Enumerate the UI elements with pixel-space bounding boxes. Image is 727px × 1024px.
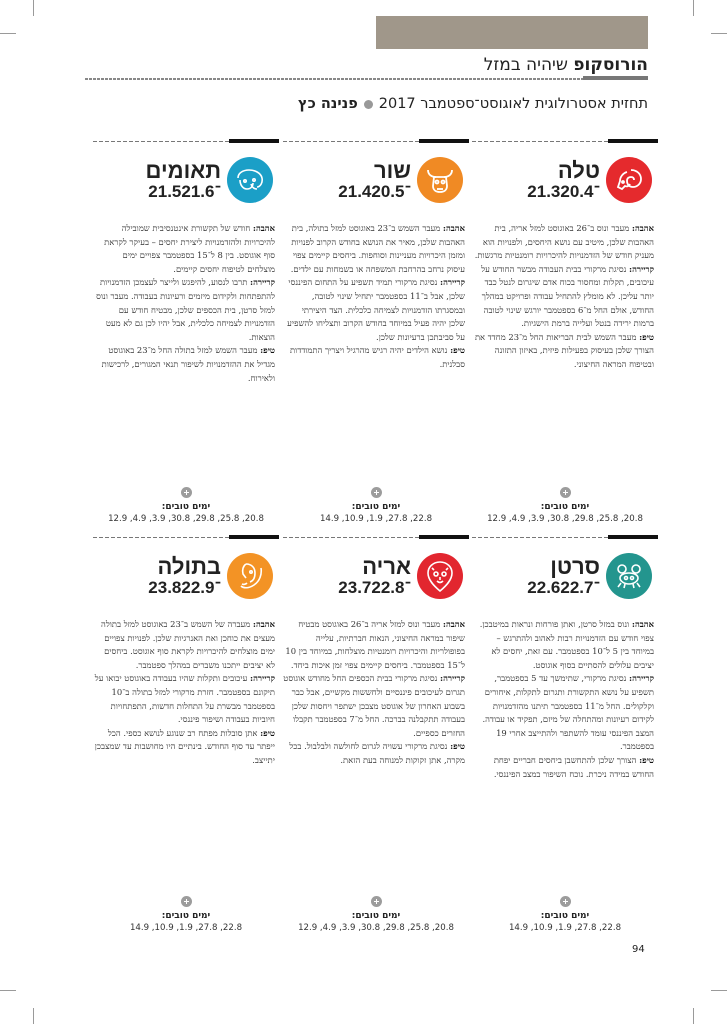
sign-card-virgo	[93, 535, 279, 768]
sign-card-gemini	[93, 139, 279, 385]
sign-forecast	[93, 222, 279, 385]
author-name: פנינה כץ	[297, 96, 358, 112]
career-label: קריירה:	[628, 673, 654, 684]
card-divider	[93, 535, 279, 540]
sign-header	[472, 550, 658, 602]
career-text: נסיגת מרקורי בבית הכספים החל מחודש אוגוסט תגרום לעיכובים פיננסיים ולחששות מקשיים, אבל כבר בשבוע האחרון של אוגוסט מצבכן ישתפר ויחסות שלכן בעבודה תתקבלנה בברכה. החל מ־7 בספטמבר תקבלו החזרים כספיים.	[283, 673, 465, 738]
good-days-list: 22.8, 27.8, 1.9, 10.9, 14.9	[129, 923, 243, 933]
career-text: נסיגת מרקורי תמיד תשפיע על התחום הפיננסי שלכן, אבל ב־11 בספטמבר יתחיל שינוי לטובה, ובמסגרתו הזדמנויות לצמיחה כלכלית. הצד היצירתי שלכן יהיה פעיל במיוחד בחודש הקרוב ותצליחו להשפיע על סביבתכן ברעיונות שלכן.	[287, 277, 465, 342]
career-label: קריירה:	[249, 673, 275, 684]
good-days-leo	[283, 896, 469, 934]
sign-forecast	[472, 618, 658, 781]
crop-mark	[693, 1008, 694, 1024]
crab-icon	[606, 553, 652, 599]
career-text: תרבו לנסוע, להיפגש ולייצר לעצמכן הזדמנויות להתפתחות ולקידום מיזמים ורעיונות בעבודה. מעבר ונוס למזל סרטן, בית הכספים שלכן, מבטיח חודש עם הזדמנויות לצמיחה כלכלית, אבל יהיו לכן גם לא מעט הוצאות.	[96, 277, 275, 342]
good-days-label: ימים טובים:	[540, 911, 590, 921]
sign-card-leo	[283, 535, 469, 768]
good-days-label: ימים טובים:	[161, 502, 211, 512]
lion-icon	[417, 553, 463, 599]
good-days-taurus	[283, 487, 469, 525]
love-text: מעבר ונוס למזל אריה ב־26 באוגוסט מבטיח שיפור במראה החיצוני, הנאות חברתיות, עלייה בפופולריות והיכרויות רומנטיות מוצלחות, במיוחד בין 10 ל־15 בספטמבר. ביחסים קיימים צפוי זמן איכות ביחד.	[285, 619, 465, 670]
crop-mark	[33, 1008, 34, 1024]
page-number: 94	[632, 944, 645, 955]
crop-mark	[33, 0, 34, 16]
subtitle-text: תחזית אסטרולוגית לאוגוסט־ספטמבר 2017	[378, 96, 648, 112]
ram-icon	[606, 157, 652, 203]
plus-circle-icon	[181, 487, 192, 498]
love-text: ונוס במזל סרטן, ואתן פורחות ונראות במיטבכן. צפוי חודש עם הזדמנויות רבות לאהוב ולהתרגש – במיוחד בין 5 ל־10 בספטמבר. עם זאת, יחסים לא יציבים עלולים להסתיים בסוף אוגוסט.	[479, 619, 654, 670]
career-text: נסיגת מרקורי בבית העבודה מבשר החודש על עיכובים, תקלות ומחסור בכוח אדם שיגרום לנטל כבד יותר עליכן. לא מומלץ להתחיל עבודה ופרויקט במהלך החודש, אולם החל מ־6 בספטמבר יורגש שינוי לטובה ברמות ירידה בנטל ועלייה ברמת הישגיות.	[481, 263, 654, 329]
good-days-label: ימים טובים:	[351, 502, 401, 512]
sign-header	[93, 550, 279, 602]
sign-card-cancer	[472, 535, 658, 781]
love-label: אהבה:	[252, 223, 275, 233]
card-divider	[93, 139, 279, 144]
section-title	[484, 54, 648, 76]
love-label: אהבה:	[252, 619, 275, 629]
tip-label: טיפ:	[639, 331, 654, 342]
career-label: קריירה:	[439, 673, 465, 684]
tip-text: אתן סובלות מפתח רב שנוגע לנושא כספי. הכל ייפתר עד סוף החודש. בינתיים היו מחושבות עד שמצבכן יתייצב.	[94, 727, 275, 765]
title-divider	[85, 78, 648, 80]
sign-forecast	[283, 222, 469, 372]
sign-card-taurus	[283, 139, 469, 372]
sign-header	[283, 154, 469, 206]
sign-forecast	[283, 618, 469, 768]
good-days-list: 20.8, 25.8, 29.8, 30.8, 3.9, 4.9, 12.9	[487, 514, 643, 524]
love-label: אהבה:	[631, 619, 654, 629]
love-text: מעבר ונוס ב־26 באוגוסט למזל אריה, בית האהבות שלכן, מיטיב עם נושא היחסים, ולפנויות הוא מעניק חודש של הזדמנויות להיכרויות רומנטיות מרגשות.	[474, 223, 654, 261]
good-days-label: ימים טובים:	[540, 502, 590, 512]
good-days-label: ימים טובים:	[161, 911, 211, 921]
crop-mark	[711, 990, 727, 991]
sign-dates: 21.4־20.5	[338, 182, 411, 201]
tip-text: מעבר השמש לבית הבריאות החל מ־23 מחדד את הצורך שלכן בעיסוק בפעילות פיזית, באיזון התזונה ובטיפוח המראה החיצוני.	[474, 331, 654, 369]
good-days-aries	[472, 487, 658, 525]
career-label: קריירה:	[628, 263, 654, 274]
good-days-cancer	[472, 896, 658, 934]
tip-label: טיפ:	[450, 345, 465, 356]
crop-mark	[693, 0, 694, 16]
section-title-bold: הורוסקופ	[573, 55, 648, 75]
sign-name: שור	[373, 158, 411, 183]
title-divider-accent	[583, 76, 648, 80]
sign-dates: 23.8־22.9	[148, 578, 221, 597]
card-divider	[472, 139, 658, 144]
good-days-list: 20.8, 25.8, 29.8, 30.8, 3.9, 4.9, 12.9	[108, 514, 264, 524]
bull-icon	[417, 157, 463, 203]
sign-forecast	[93, 618, 279, 768]
sign-forecast	[472, 222, 658, 372]
sign-name: סרטן	[550, 554, 600, 579]
bullet-dot-icon	[364, 100, 373, 109]
sign-header	[283, 550, 469, 602]
plus-circle-icon	[560, 896, 571, 907]
love-label: אהבה:	[442, 619, 465, 629]
sign-name: בתולה	[157, 554, 221, 579]
tip-label: טיפ:	[450, 741, 465, 752]
tip-text: נושא הילדים יהיה רגיש מהרגיל ויצריך התמודדות סבלנית.	[289, 345, 465, 369]
sign-dates: 21.3־20.4	[527, 182, 600, 201]
twins-icon	[227, 157, 273, 203]
career-label: קריירה:	[439, 277, 465, 288]
crop-mark	[711, 33, 727, 34]
good-days-label: ימים טובים:	[351, 911, 401, 921]
sign-dates: 21.5־21.6	[148, 182, 221, 201]
plus-circle-icon	[371, 896, 382, 907]
sign-dates: 23.7־22.8	[338, 578, 411, 597]
card-divider	[472, 535, 658, 540]
love-label: אהבה:	[631, 223, 654, 233]
career-text: עיכובים ותקלות שהיו בעבודה באוגוסט יבואו על תיקונם בספטמבר. חזרת מרקורי למזל בתולה ב־10 בספטמבר מבשרת על התחלות חדשות, התפתחויות חיוביות בעבודה ושיפור פיננסי.	[94, 673, 275, 725]
header-banner	[376, 16, 648, 49]
plus-circle-icon	[371, 487, 382, 498]
career-text: נסיגת מרקורי, שתימשך עד 5 בספטמבר, תשפיע על נושא התקשורת ותגרום לתקלות, איחורים וקלקולים. החל מ־11 בספטמבר תיתנו מהזדמנויות לקידום רעיונות ומהתחלה של מיזם, תפקיד או עבודה. המצב הפיננסי עומד להשתפר ולהתייצב אחרי 19 בספטמבר.	[482, 673, 654, 752]
love-text: חודש של תקשורת אינטנסיבית שמובילה להיכרויות ולהזדמנויות ליצירת יחסים – בעיקר לקראת סוף אוגוסט. בין 8 ל־15 בספטמבר צפויים ימים מוצלחים לטיפוח יחסים קיימים.	[104, 223, 275, 274]
good-days-list: 20.8, 25.8, 29.8, 30.8, 3.9, 4.9, 12.9	[298, 923, 454, 933]
tip-text: נסיגת מרקורי עשויה לגרום לחולשה ולבלבול. בכל מקרה, אתן זקוקות למנוחה בעת הזאת.	[289, 741, 465, 765]
good-days-list: 22.8, 27.8, 1.9, 10.9, 14.9	[508, 923, 622, 933]
sign-card-aries	[472, 139, 658, 372]
plus-circle-icon	[181, 896, 192, 907]
sign-name: טלה	[557, 158, 600, 183]
love-label: אהבה:	[442, 223, 465, 233]
virgo-icon	[227, 553, 273, 599]
subtitle	[298, 94, 648, 114]
good-days-gemini	[93, 487, 279, 525]
crop-mark	[0, 990, 16, 991]
card-divider	[283, 535, 469, 540]
sign-name: תאומים	[145, 158, 221, 183]
good-days-list: 22.8, 27.8, 1.9, 10.9, 14.9	[319, 514, 433, 524]
section-title-rest: שיהיה במזל	[483, 55, 568, 75]
good-days-virgo	[93, 896, 279, 934]
career-label: קריירה:	[249, 277, 275, 288]
tip-text: מעבר השמש למזל בתולה החל מ־23 באוגוסט מגדיל את ההזדמנויות לשיפור תנאי המגורים, לרכישות ולאירוח.	[101, 345, 275, 383]
love-text: מעברה של השמש ב־23 באוגוסט למזל בתולה מעצים את כוחכן ואת האנרגיות שלכן. לפנויות צפויים ימים מוצלחים להיכרויות לקראת סוף אוגוסט. ביחסים לא יציבים ייתכנו משברים במהלך ספטמבר.	[101, 619, 275, 670]
tip-label: טיפ:	[260, 727, 275, 738]
sign-name: אריה	[362, 554, 411, 579]
tip-label: טיפ:	[639, 754, 654, 765]
sign-dates: 22.6־22.7	[527, 578, 600, 597]
sign-header	[472, 154, 658, 206]
tip-text: הצורך שלכן להתחשבן ביחסים חבריים יפחת החודש במידה ניכרת. נוכח השיפור במצב הפיננסי.	[493, 754, 654, 779]
plus-circle-icon	[560, 487, 571, 498]
crop-mark	[0, 33, 16, 34]
tip-label: טיפ:	[260, 345, 275, 356]
sign-header	[93, 154, 279, 206]
love-text: מעבר השמש ב־23 באוגוסט למזל בתולה, בית האהבות שלכן, מאיר את הנושא בחודש הקרוב לפנויות ומזמן היכרויות מעניינות וסוחפות. ביחסים קיימים צפוי עיסוק נרחב בהרחבת המשפחה או בשמחות עם ילדים.	[290, 223, 465, 274]
card-divider	[283, 139, 469, 144]
